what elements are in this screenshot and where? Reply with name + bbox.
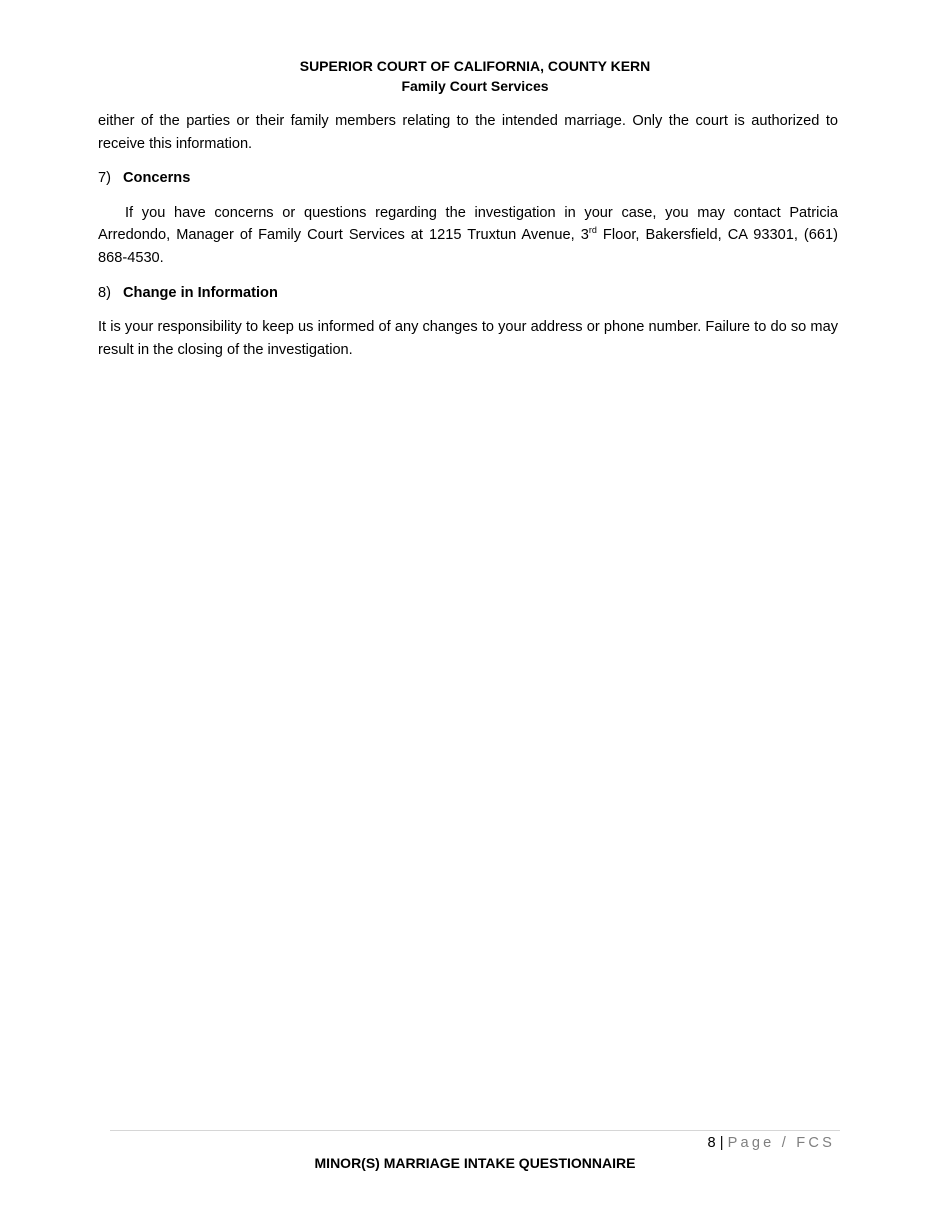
section-number: 7) (98, 170, 111, 187)
page-label: Page / FCS (727, 1135, 835, 1151)
section-heading-concerns (98, 167, 838, 190)
division-name: Family Court Services (401, 78, 549, 94)
page-number: 8 (707, 1135, 716, 1151)
section-heading-change-in-information (98, 282, 838, 305)
footer-divider (110, 1130, 840, 1131)
form-title: MINOR(S) MARRIAGE INTAKE QUESTIONNAIRE (314, 1155, 636, 1171)
section-number: 8) (98, 284, 111, 301)
page-number-block (708, 1133, 835, 1153)
section-title: Change in Information (123, 284, 278, 301)
change-in-information-paragraph: It is your responsibility to keep us informed of any changes to your address or phone number. Failure to do so may result in the closing of the investigation. (98, 319, 838, 358)
document-body (98, 110, 838, 361)
section-title: Concerns (123, 170, 191, 187)
concerns-paragraph (98, 202, 838, 270)
court-name: SUPERIOR COURT OF CALIFORNIA, COUNTY KERN (299, 58, 651, 74)
ordinal-superscript: rd (588, 225, 597, 236)
continuation-paragraph: either of the parties or their family members relating to the intended marriage. Only the court is authorized to receive this information. (98, 113, 838, 152)
concerns-text-part2: Floor, Bakersfield, CA 93301, (661) 868-4530. (98, 227, 838, 266)
page-separator: | (715, 1135, 728, 1151)
concerns-text-part1: If you have concerns or questions regarding the investigation in your case, you may contact Patricia Arredondo, Manager of Family Court Services at 1215 Truxtun Avenue, 3 (98, 204, 838, 244)
page-header (0, 56, 950, 96)
